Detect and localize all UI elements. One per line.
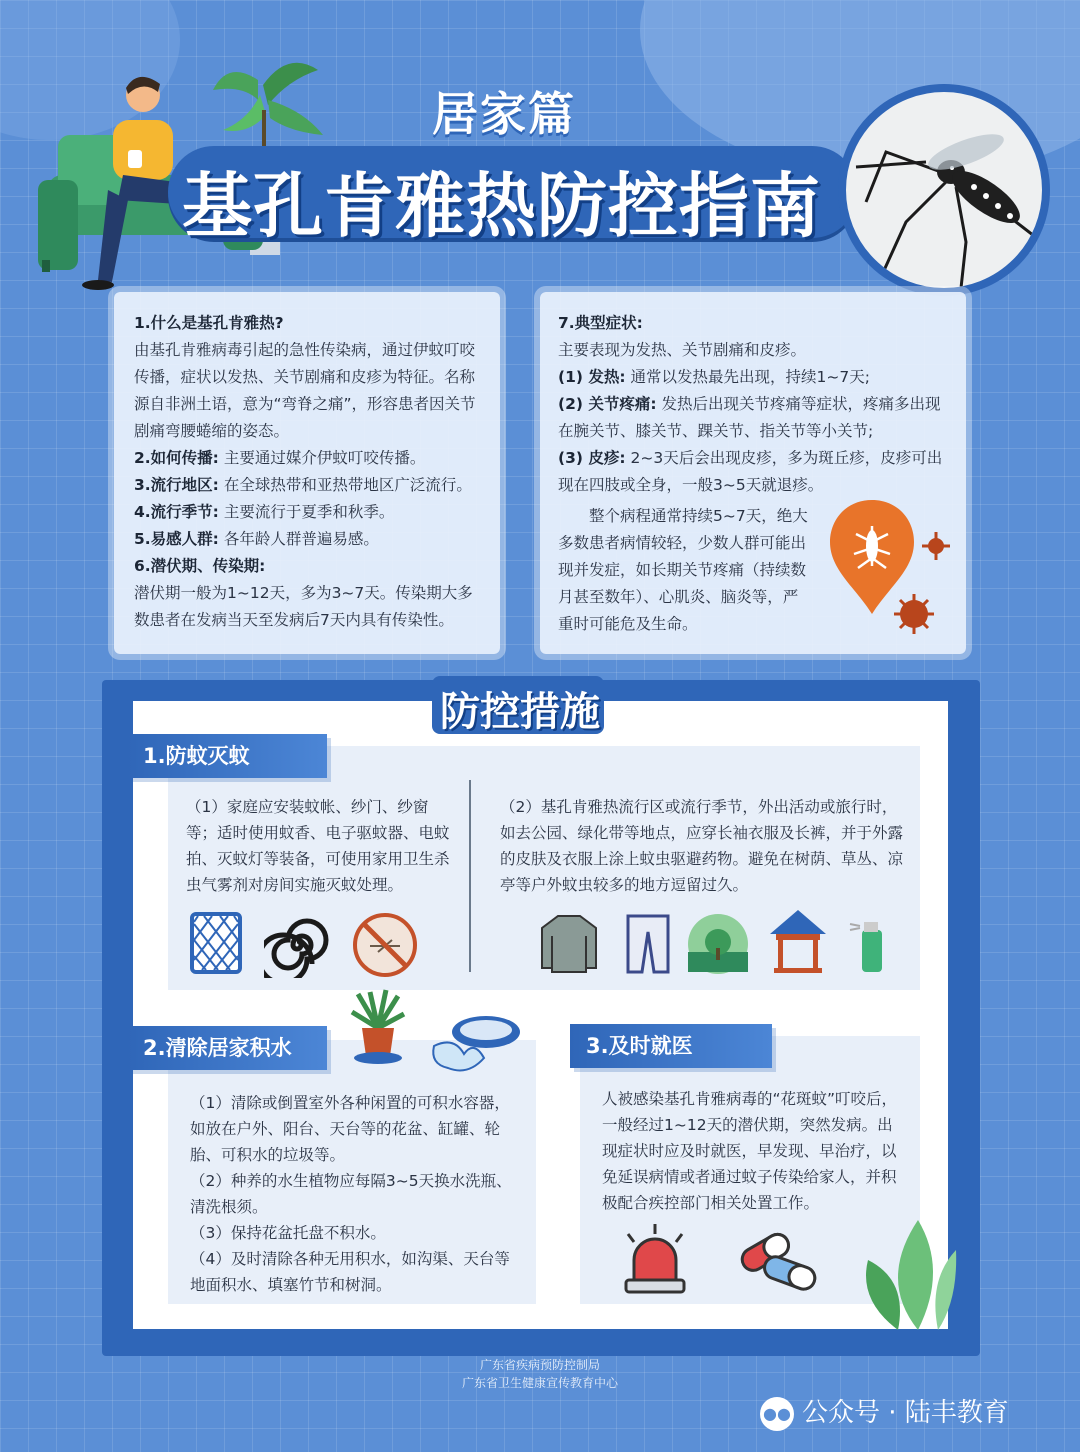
symptom-joint-text: 发热后出现关节疼痛等症状，疼痛多出现在腕关节、膝关节、踝关节、指关节等小关节;	[558, 395, 941, 440]
q1-body: 由基孔肯雅病毒引起的急性传染病，通过伊蚊叮咬传播，症状以发热、关节剧痛和皮疹为特征。名称源自非洲土语，意为“弯脊之痛”，形容患者因关节剧痛弯腰蜷缩的姿态。	[134, 341, 476, 440]
course-text: 整个病程通常持续5~7天，绝大多数患者病情较轻，少数人群可能出现并发症，如长期关节疼痛（持续数月甚至数年）、心肌炎、脑炎等，严重时可能危及生命。	[558, 507, 808, 633]
alarm-light-icon	[620, 1220, 690, 1296]
symptom-joint-label: (2) 关节疼痛:	[558, 395, 657, 413]
q3-text: 在全球热带和亚热带地区广泛流行。	[223, 476, 472, 494]
q2-label: 2.如何传播:	[134, 449, 219, 467]
section2-item: （4）及时清除各种无用积水，如沟渠、天台等地面积水、填塞竹节和树洞。	[190, 1250, 510, 1294]
wechat-text: 公众号 · 陆丰教育	[802, 1398, 1009, 1428]
q5-text: 各年龄人群普遍易感。	[223, 530, 379, 548]
no-mosquito-icon	[352, 912, 418, 978]
symptom-joint	[558, 391, 948, 445]
q1-title: 1.什么是基孔肯雅热?	[134, 314, 284, 332]
q2-text: 主要通过媒介伊蚊叮咬传播。	[223, 449, 426, 467]
page-title: 基孔肯雅热防控指南	[182, 165, 821, 247]
info-card-left	[114, 292, 500, 654]
q4-label: 4.流行季节:	[134, 503, 219, 521]
flowerpot-icon	[348, 988, 408, 1068]
symptom-fever-text: 通常以发热最先出现，持续1~7天;	[630, 368, 870, 386]
subtitle: 居家篇	[432, 87, 576, 141]
footer-org1: 广东省疾病预防控制局	[479, 1358, 600, 1372]
mosquito-coil-icon	[264, 912, 330, 978]
q4-line	[134, 499, 480, 526]
water-basin-icon	[424, 1006, 524, 1082]
wechat-watermark	[760, 1392, 1009, 1431]
mosquito-icon	[846, 92, 1042, 288]
park-icon	[686, 912, 750, 976]
q3-line	[134, 472, 480, 499]
section1-left-text: （1）家庭应安装蚊帐、纱门、纱窗等；适时使用蚊香、电子驱蚊器、电蚊拍、灭蚊灯等装备，可使用家用卫生杀虫气雾剂对房间实施灭蚊处理。	[186, 798, 450, 894]
pills-icon	[734, 1222, 820, 1296]
section2-list	[190, 1090, 520, 1298]
symptom-rash-text: 2~3天后会出现皮疹，多为斑丘疹，皮疹可出现在四肢或全身，一般3~5天就退疹。	[558, 449, 943, 494]
section2-item: （1）清除或倒置室外各种闲置的可积水容器，如放在户外、阳台、天台等的花盆、缸罐、轮胎、可积水的垃圾等。	[190, 1094, 510, 1164]
q7-intro: 主要表现为发热、关节剧痛和皮疹。	[558, 341, 807, 359]
mosquito-pin-icon	[826, 496, 956, 646]
q6-title: 6.潜伏期、传染期:	[134, 557, 266, 575]
q3-label: 3.流行地区:	[134, 476, 219, 494]
measures-title: 防控措施	[440, 689, 600, 735]
section3-text: 人被感染基孔肯雅病毒的“花斑蚊”叮咬后，一般经过1~12天的潜伏期，突然发病。出现症状时应及时就医，早发现、早治疗，以免延误病情或者通过蚊子传染给家人，并积极配合疾控部门相关处置工作。	[602, 1090, 898, 1212]
mosquito-net-icon	[190, 912, 242, 974]
q5-label: 5.易感人群:	[134, 530, 219, 548]
section2-label: 2.清除居家积水	[127, 1026, 327, 1070]
trousers-icon	[624, 912, 672, 974]
section2-item: （2）种养的水生植物应每隔3~5天换水洗瓶、清洗根须。	[190, 1172, 512, 1216]
q4-text: 主要流行于夏季和秋季。	[223, 503, 395, 521]
symptom-fever-label: (1) 发热:	[558, 368, 626, 386]
symptom-rash	[558, 445, 948, 499]
wechat-icon: ●●	[760, 1397, 794, 1431]
mosquito-badge	[838, 84, 1050, 296]
spray-icon	[848, 918, 888, 974]
section1-right-text: （2）基孔肯雅热流行区或流行季节，外出活动或旅行时，如去公园、绿化带等地点，应穿长袖衣服及长裤，并于外露的皮肤及衣服上涂上蚊虫驱避药物。避免在树荫、草丛、凉亭等户外蚊虫较多的地方逗留过久。	[500, 798, 904, 894]
section2-item: （3）保持花盆托盘不积水。	[190, 1224, 386, 1242]
q7-title: 7.典型症状:	[558, 314, 643, 332]
section1-label: 1.防蚊灭蚊	[127, 734, 327, 778]
section1-divider	[469, 780, 471, 972]
footer-org2: 广东省卫生健康宣传教育中心	[461, 1376, 618, 1390]
pavilion-icon	[766, 908, 830, 974]
sweater-icon	[538, 912, 600, 974]
symptom-rash-label: (3) 皮疹:	[558, 449, 626, 467]
symptom-fever	[558, 364, 948, 391]
q5-line	[134, 526, 480, 553]
q6-body: 潜伏期一般为1~12天，多为3~7天。传染期大多数患者在发病当天至发病后7天内具有传染性。	[134, 584, 473, 629]
section3-label: 3.及时就医	[570, 1024, 772, 1068]
leaves-decoration	[858, 1190, 958, 1330]
q2-line	[134, 445, 480, 472]
